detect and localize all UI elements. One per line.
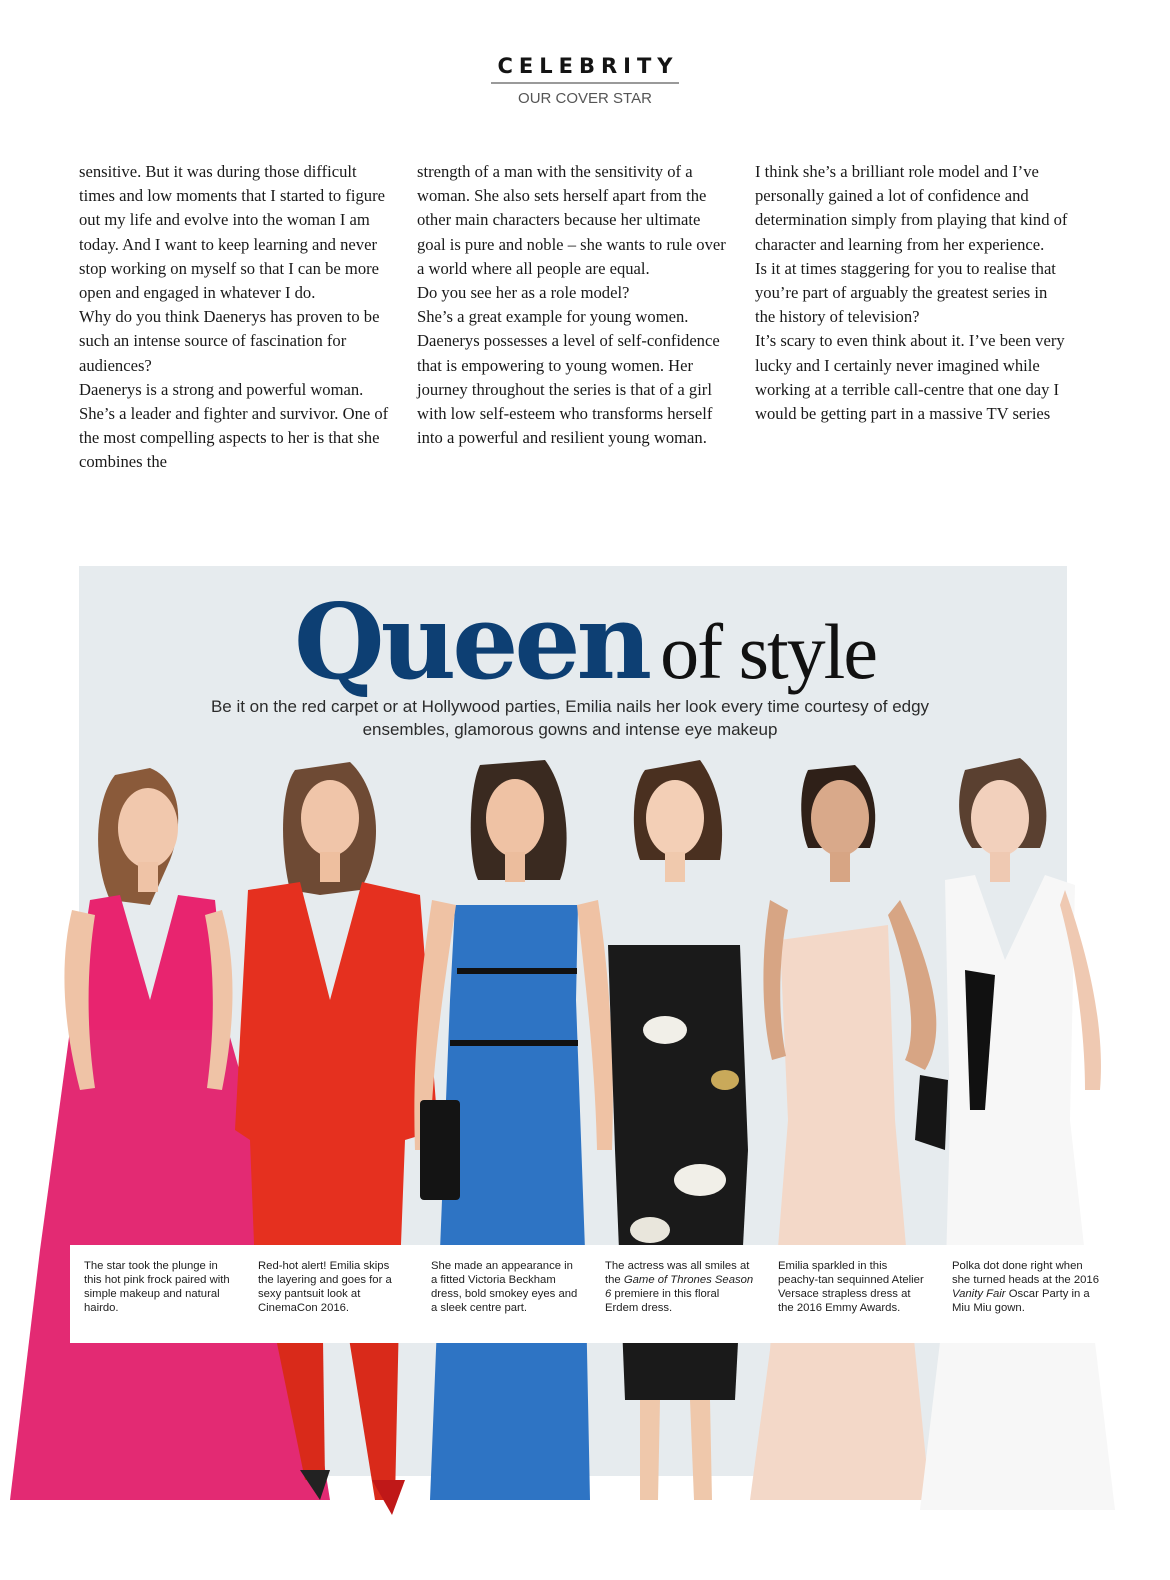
interview-question: Do you see her as a role model?: [417, 283, 630, 303]
look-blue-dress-figure: [414, 760, 612, 1500]
section-subtitle: OUR COVER STAR: [518, 90, 652, 107]
paragraph: sensitive. But it was during those difficult times and low moments that I started to figure out my life and evolve into the woman I am today. And I want to keep learning and never stop working on myself so that I can be more open and engaged in whatever I do.: [79, 162, 385, 303]
caption-look-3: She made an appearance in a fitted Victoria Beckham dress, bold smokey eyes and a sleek centre part.: [431, 1260, 578, 1314]
caption-look-5: Emilia sparkled in this peachy-tan sequinned Atelier Versace strapless dress at the 2016 Emmy Awards.: [778, 1260, 924, 1314]
paragraph: I think she’s a brilliant role model and I’ve personally gained a lot of confidence and determination simply from playing that kind of character and learning from her experience.: [755, 162, 1068, 254]
captions-strip: [70, 1245, 1108, 1343]
caption-look-1: The star took the plunge in this hot pink frock paired with simple makeup and natural hairdo.: [84, 1260, 230, 1314]
paragraph: It’s scary to even think about it. I’ve been very lucky and I certainly never imagined while working at a terrible call-centre that one day I would be getting part in a massive TV series: [755, 331, 1065, 424]
caption-look-2: Red-hot alert! Emilia skips the layering and goes for a sexy pantsuit look at CinemaCon 2016.: [258, 1260, 392, 1314]
caption-look-6: Polka dot done right when she turned heads at the 2016 Vanity Fair Oscar Party in a Miu Miu gown.: [952, 1260, 1099, 1314]
look-peach-gown-figure: [750, 765, 936, 1500]
section-title: CELEBRITY: [491, 54, 678, 84]
paragraph: Daenerys is a strong and powerful woman. She’s a leader and fighter and survivor. One of the most compelling aspects to her is that she combines the: [79, 379, 389, 472]
look-white-polka-figure: [915, 758, 1115, 1510]
look-black-floral-figure: [608, 760, 748, 1500]
feature-subtitle: Be it on the red carpet or at Hollywood parties, Emilia nails her look every time courtesy of edgy ensembles, glamorous gowns and intense eye makeup: [210, 697, 930, 739]
paragraph: She’s a great example for young women. Daenerys possesses a level of self-confidence that is empowering to young women. Her journey throughout the series is that of a girl with low self-esteem who transforms herself into a powerful and resilient young woman.: [417, 307, 720, 448]
paragraph: strength of a man with the sensitivity of a woman. She also sets herself apart from the other main characters because her ultimate goal is pure and noble – she wants to rule over a world where all people are equal.: [417, 162, 726, 278]
feature-title-secondary: of style: [660, 608, 876, 695]
feature-title-main: Queen: [294, 580, 649, 703]
caption-look-4: The actress was all smiles at the Game of Thrones Season 6 premiere in this floral Erdem dress.: [605, 1260, 754, 1314]
interview-question: Is it at times staggering for you to realise that you’re part of arguably the greatest series in the history of television?: [755, 258, 1056, 327]
interview-question: Why do you think Daenerys has proven to be such an intense source of fascination for audiences?: [79, 307, 380, 375]
